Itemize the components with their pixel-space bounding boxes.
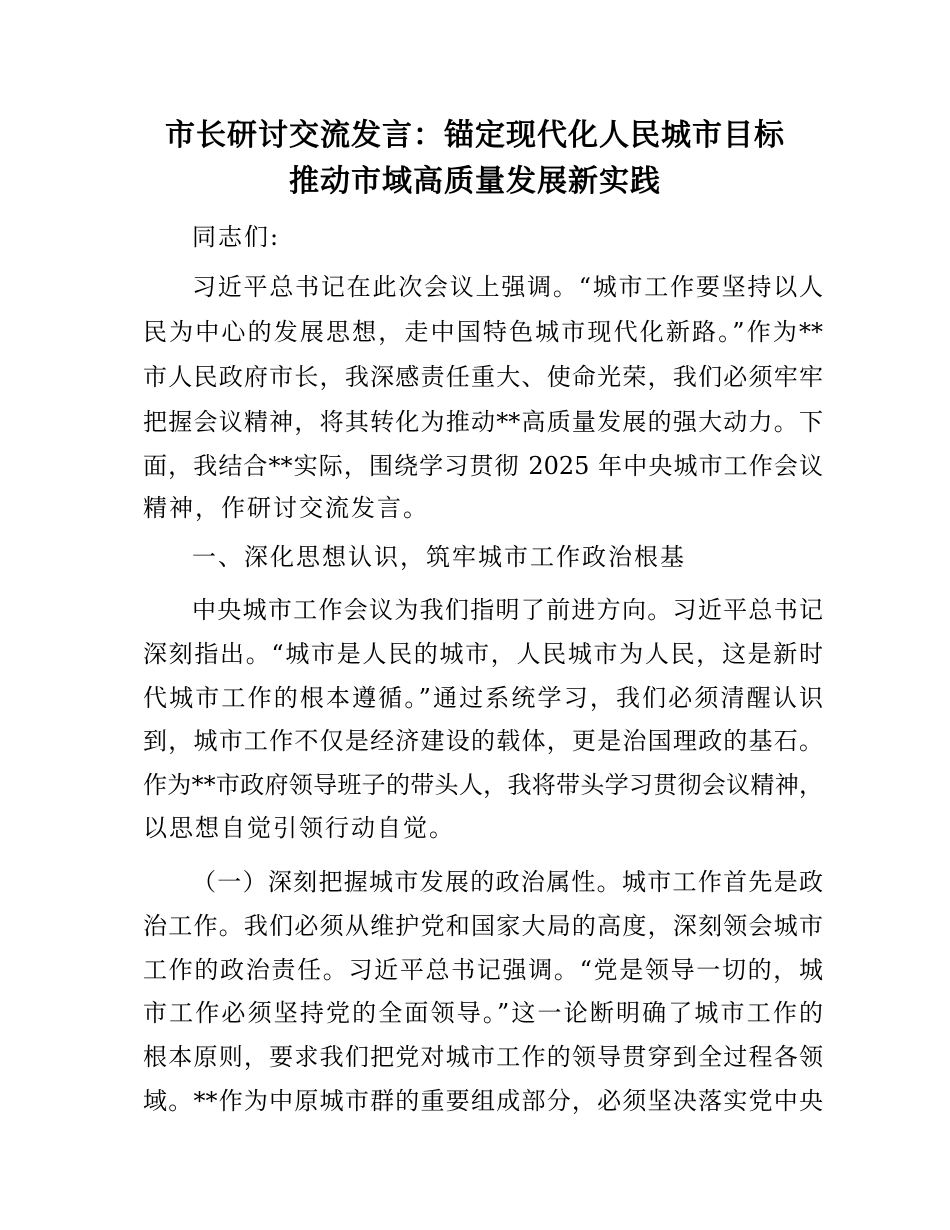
paragraph-line: 深刻指出。“城市是人民的城市，人民城市为人民，这是新时: [143, 640, 823, 668]
paragraph-line: 民为中心的发展思想，走中国特色城市现代化新路。”作为**: [143, 318, 823, 346]
paragraph-line: 治工作。我们必须从维护党和国家大局的高度，深刻领会城市: [143, 912, 823, 940]
paragraph-line: 代城市工作的根本遵循。”通过系统学习，我们必须清醒认识: [143, 684, 823, 712]
paragraph-line: 域。**作为中原城市群的重要组成部分，必须坚决落实党中央: [143, 1087, 823, 1115]
paragraph-line: 把握会议精神，将其转化为推动**高质量发展的强大动力。下: [143, 408, 823, 436]
paragraph-line: 精神，作研讨交流发言。: [143, 494, 429, 522]
section-heading-1: 一、深化思想认识，筑牢城市工作政治根基: [192, 543, 686, 571]
paragraph-line: 工作的政治责任。习近平总书记强调。“党是领导一切的，城: [143, 956, 823, 984]
paragraph-line: 到，城市工作不仅是经济建设的载体，更是治国理政的基石。: [143, 727, 823, 755]
paragraph-line: 市人民政府市长，我深感责任重大、使命光荣，我们必须牢牢: [143, 363, 823, 391]
paragraph-line: 根本原则，要求我们把党对城市工作的领导贯穿到全过程各领: [143, 1043, 823, 1071]
document-title-line-1: 市长研讨交流发言：锚定现代化人民城市目标: [165, 118, 785, 153]
paragraph-line: 习近平总书记在此次会议上强调。“城市工作要坚持以人: [192, 273, 823, 301]
paragraph-line: 市工作必须坚持党的全面领导。”这一论断明确了城市工作的: [143, 999, 823, 1027]
document-title-line-2: 推动市域高质量发展新实践: [289, 164, 661, 199]
paragraph-line: 中央城市工作会议为我们指明了前进方向。习近平总书记: [192, 596, 823, 624]
paragraph-line: 以思想自觉引领行动自觉。: [143, 814, 455, 842]
paragraph-line: 面，我结合**实际，围绕学习贯彻 2025 年中央城市工作会议: [143, 452, 823, 480]
paragraph-line: 作为**市政府领导班子的带头人，我将带头学习贯彻会议精神，: [143, 771, 823, 799]
paragraph-line: （一）深刻把握城市发展的政治属性。城市工作首先是政: [192, 868, 823, 896]
salutation: 同志们:: [192, 223, 281, 251]
